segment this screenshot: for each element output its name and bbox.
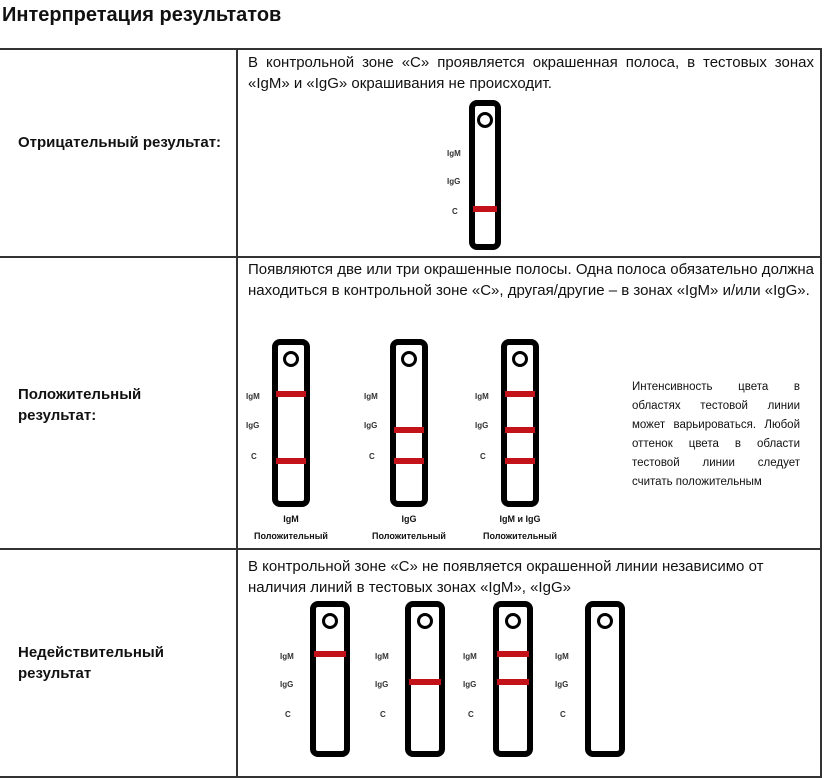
test-strip xyxy=(310,601,350,757)
line-c xyxy=(276,458,306,464)
strip-caption: IgG Положительный xyxy=(372,514,446,541)
zone-label-igg: IgG xyxy=(280,680,294,689)
zone-label-igm: IgM xyxy=(246,392,260,401)
test-strip xyxy=(493,601,533,757)
row-label-positive: Положительный результат: xyxy=(18,386,142,424)
zone-label-igg: IgG xyxy=(375,680,389,689)
zone-label-igm: IgM xyxy=(364,392,378,401)
zone-label-igg: IgG xyxy=(475,421,489,430)
strip-caption: IgM и IgG Положительный xyxy=(483,514,557,541)
line-igg xyxy=(394,427,424,433)
zone-label-igg: IgG xyxy=(246,421,260,430)
sample-well-icon xyxy=(283,351,299,367)
zone-label-igg: IgG xyxy=(447,177,461,186)
line-igm xyxy=(314,651,346,657)
line-igm xyxy=(497,651,529,657)
test-strip xyxy=(390,339,428,507)
sample-well-icon xyxy=(417,613,433,629)
zone-label-igm: IgM xyxy=(447,149,461,158)
sample-well-icon xyxy=(477,112,493,128)
line-igg xyxy=(497,679,529,685)
line-igm xyxy=(276,391,306,397)
sample-well-icon xyxy=(505,613,521,629)
line-igm xyxy=(505,391,535,397)
zone-label-c: C xyxy=(251,452,257,461)
zone-label-c: C xyxy=(560,710,566,719)
line-c xyxy=(505,458,535,464)
zone-label-igm: IgM xyxy=(555,652,569,661)
row-text-invalid: В контрольной зоне «С» не появляется окрашенной линии независимо от наличия линий в тестовых зонах «IgM», «IgG» xyxy=(248,558,764,596)
sample-well-icon xyxy=(322,613,338,629)
test-strip xyxy=(272,339,310,507)
zone-label-c: C xyxy=(369,452,375,461)
sample-well-icon xyxy=(401,351,417,367)
zone-label-igg: IgG xyxy=(555,680,569,689)
row-text-positive: Появляются две или три окрашенные полосы. Одна полоса обязательно должна находиться в контрольной зоне «С», другая/другие – в зонах «IgM» и/или «IgG». xyxy=(248,261,814,299)
column-divider xyxy=(236,48,238,778)
strip-caption: IgM Положительный xyxy=(254,514,328,541)
zone-label-igg: IgG xyxy=(463,680,477,689)
test-strip xyxy=(585,601,625,757)
sample-well-icon xyxy=(512,351,528,367)
test-strip xyxy=(469,100,501,250)
sample-well-icon xyxy=(597,613,613,629)
line-igg xyxy=(409,679,441,685)
row-label-negative: Отрицательный результат: xyxy=(18,134,222,151)
zone-label-igm: IgM xyxy=(463,652,477,661)
zone-label-igm: IgM xyxy=(280,652,294,661)
zone-label-c: C xyxy=(480,452,486,461)
line-c xyxy=(394,458,424,464)
zone-label-c: C xyxy=(452,207,458,216)
zone-label-igm: IgM xyxy=(375,652,389,661)
test-strip xyxy=(501,339,539,507)
test-strip xyxy=(405,601,445,757)
line-igg xyxy=(505,427,535,433)
zone-label-igg: IgG xyxy=(364,421,378,430)
zone-label-c: C xyxy=(468,710,474,719)
line-c xyxy=(473,206,497,212)
row-text-negative: В контрольной зоне «С» проявляется окрашенная полоса, в тестовых зонах «IgM» и «IgG» окрашивания не происходит. xyxy=(248,54,814,92)
intensity-note: Интенсивность цвета в областях тестовой линии может варьироваться. Любой оттенок цвета в области тестовой линии следует считать положительным xyxy=(632,381,800,488)
row-divider xyxy=(0,256,822,258)
page-title: Интерпретация результатов xyxy=(2,4,282,26)
zone-label-igm: IgM xyxy=(475,392,489,401)
row-label-invalid: Недействительный результат xyxy=(18,644,164,682)
row-divider xyxy=(0,548,822,550)
zone-label-c: C xyxy=(380,710,386,719)
zone-label-c: C xyxy=(285,710,291,719)
